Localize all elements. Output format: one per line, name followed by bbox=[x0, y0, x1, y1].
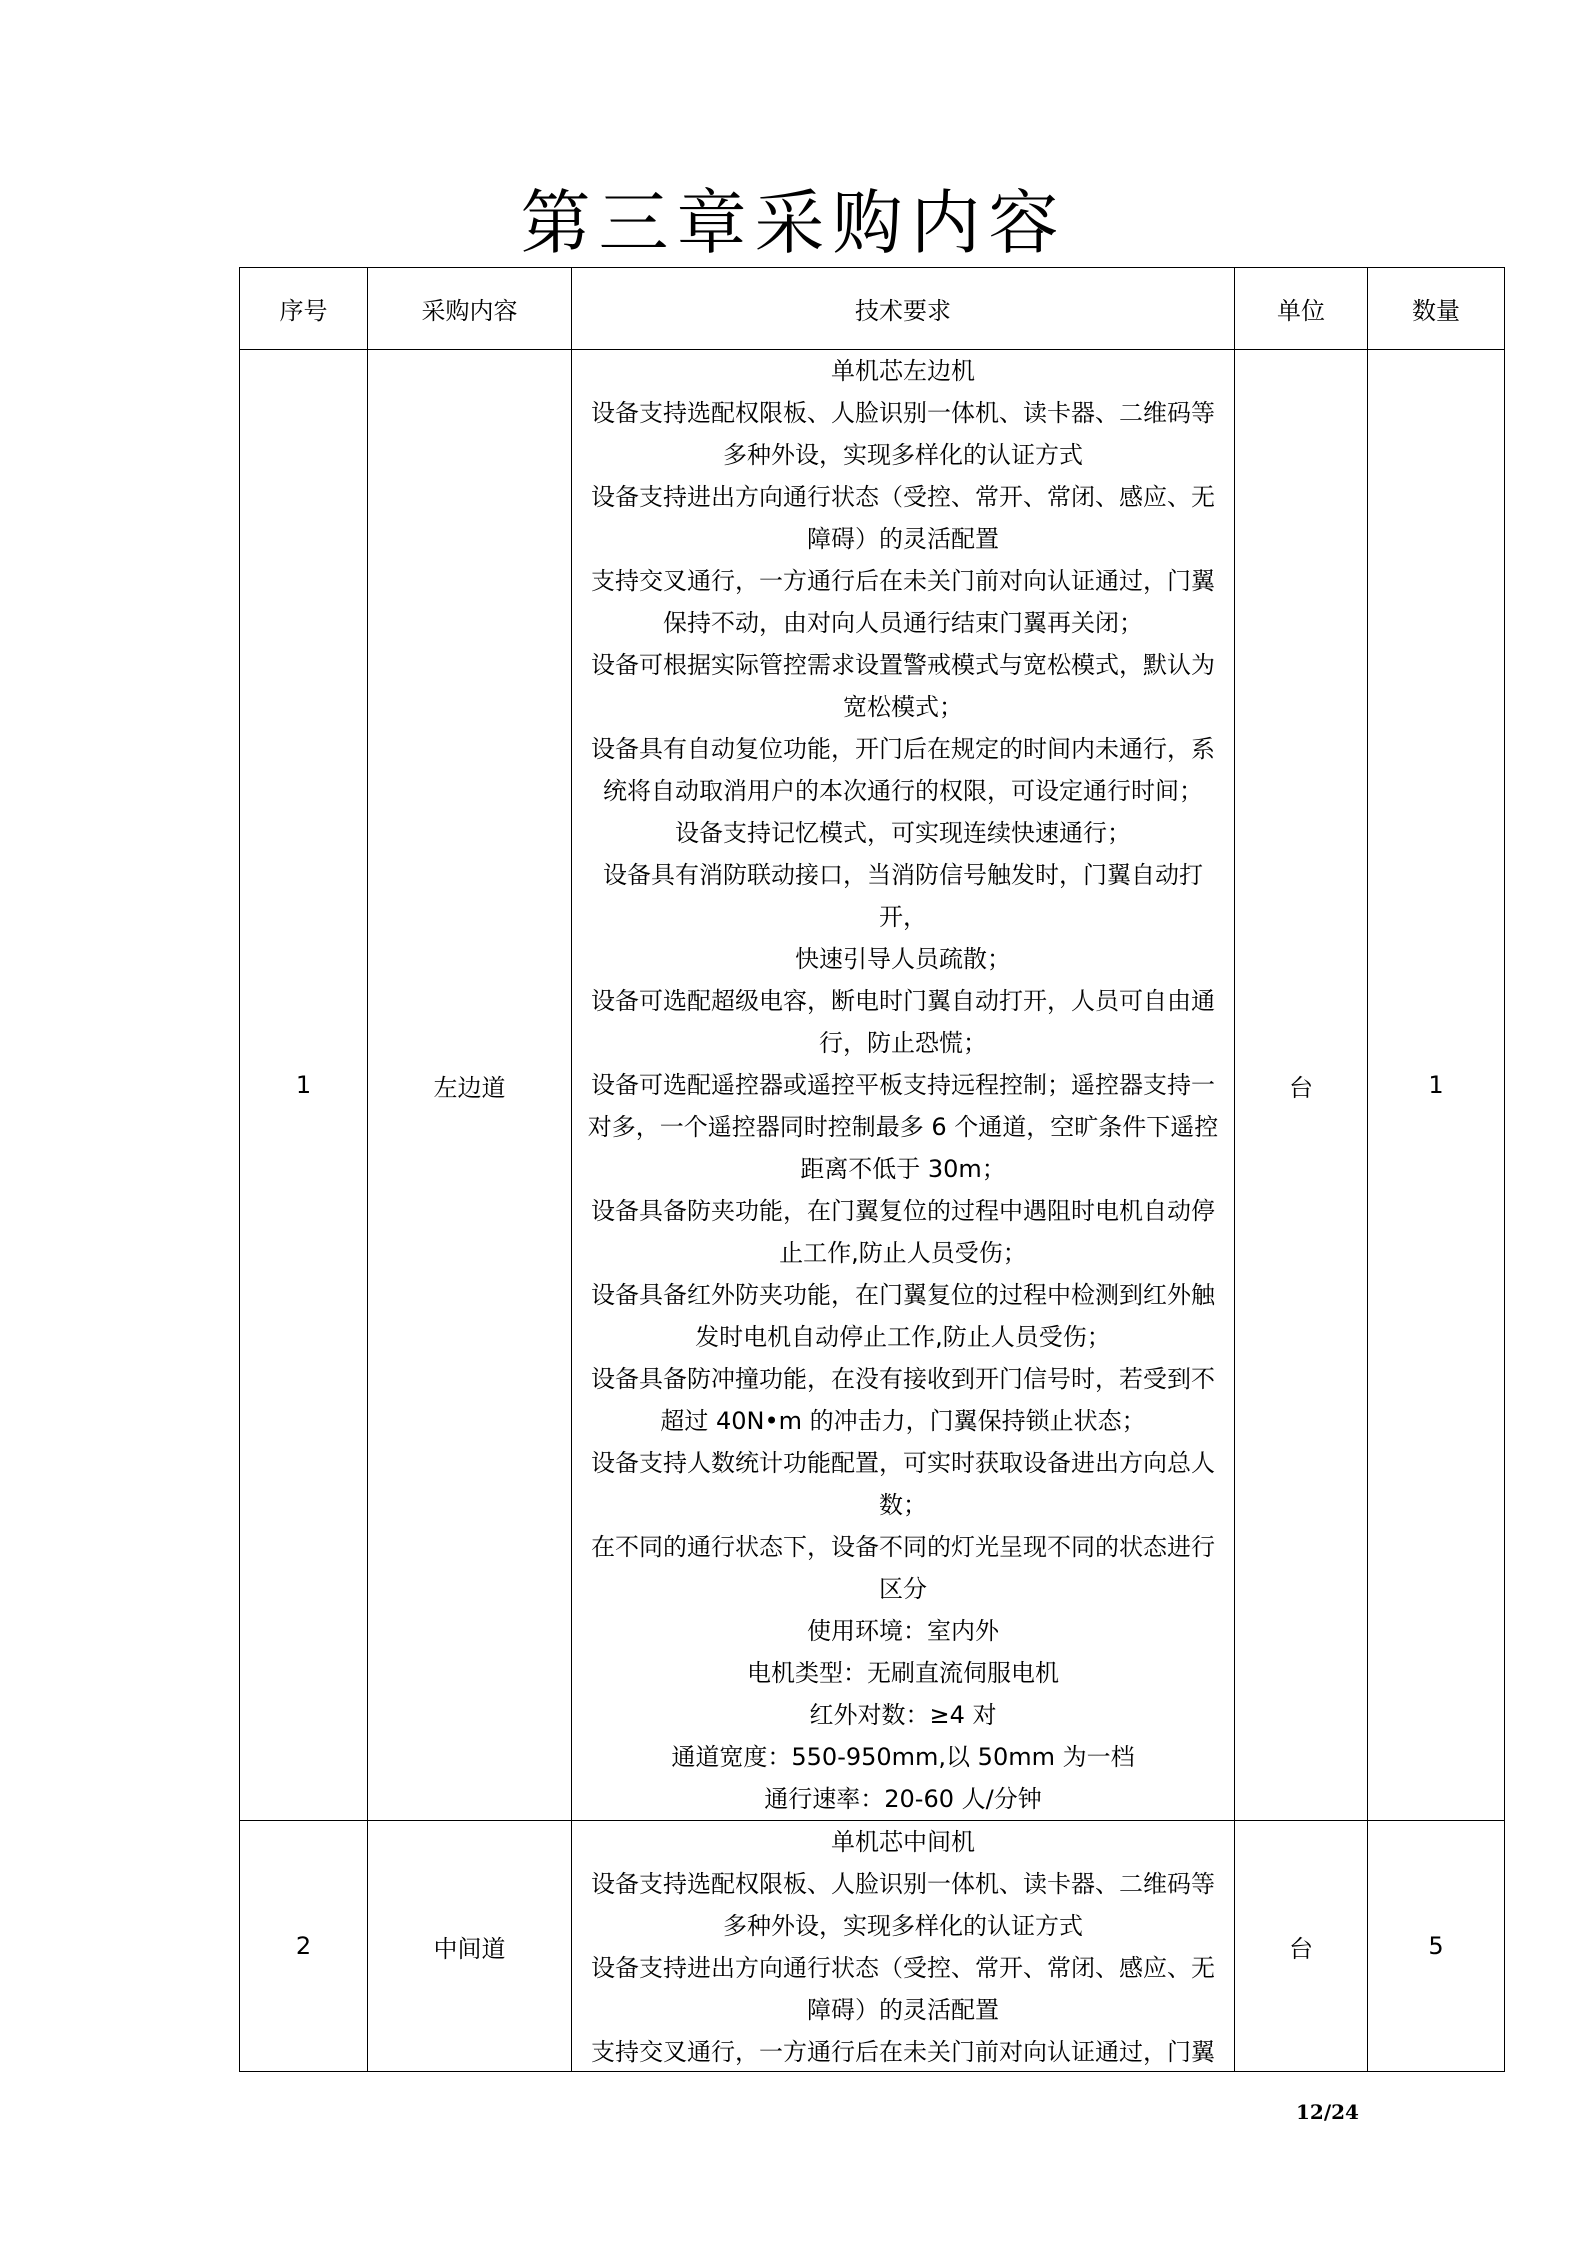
tech-line: 设备具备防夹功能，在门翼复位的过程中遇阻时电机自动停 bbox=[591, 1197, 1215, 1225]
tech-line: 距离不低于 30m； bbox=[800, 1155, 1006, 1183]
tech-line: 数； bbox=[879, 1491, 927, 1519]
tech-line: 设备可选配遥控器或遥控平板支持远程控制；遥控器支持一 bbox=[591, 1071, 1215, 1099]
tech-line: 设备支持进出方向通行状态（受控、常开、常闭、感应、无 bbox=[591, 483, 1215, 511]
cell-content: 左边道 bbox=[368, 350, 572, 1821]
tech-line: 设备具备红外防夹功能，在门翼复位的过程中检测到红外触 bbox=[591, 1281, 1215, 1309]
tech-line: 通行速率：20-60 人/分钟 bbox=[764, 1785, 1042, 1813]
tech-line: 保持不动，由对向人员通行结束门翼再关闭； bbox=[663, 609, 1143, 637]
tech-line: 对多，一个遥控器同时控制最多 6 个通道，空旷条件下遥控 bbox=[587, 1113, 1219, 1141]
tech-line: 设备可选配超级电容，断电时门翼自动打开，人员可自由通 bbox=[591, 987, 1215, 1015]
tech-line: 设备支持选配权限板、人脸识别一体机、读卡器、二维码等 bbox=[591, 1870, 1215, 1898]
header-no: 序号 bbox=[240, 268, 368, 350]
page-title: 第三章采购内容 bbox=[520, 182, 1067, 264]
tech-line: 设备可根据实际管控需求设置警戒模式与宽松模式，默认为 bbox=[591, 651, 1215, 679]
header-content: 采购内容 bbox=[368, 268, 572, 350]
tech-line: 设备具有消防联动接口，当消防信号触发时，门翼自动打开， bbox=[603, 861, 1203, 931]
tech-line: 统将自动取消用户的本次通行的权限，可设定通行时间； bbox=[603, 777, 1203, 805]
tech-line: 支持交叉通行，一方通行后在未关门前对向认证通过，门翼 bbox=[591, 2038, 1215, 2066]
cell-unit: 台 bbox=[1235, 1821, 1368, 2072]
tech-line: 在不同的通行状态下，设备不同的灯光呈现不同的状态进行 bbox=[591, 1533, 1215, 1561]
cell-qty: 5 bbox=[1368, 1821, 1505, 2072]
tech-line: 多种外设，实现多样化的认证方式 bbox=[723, 1912, 1083, 1940]
tech-line: 多种外设，实现多样化的认证方式 bbox=[723, 441, 1083, 469]
tech-line: 单机芯左边机 bbox=[831, 357, 975, 385]
tech-lines bbox=[586, 350, 1220, 1820]
procurement-table bbox=[239, 267, 1505, 2072]
tech-line: 发时电机自动停止工作,防止人员受伤； bbox=[695, 1323, 1111, 1351]
tech-line: 通道宽度：550-950mm,以 50mm 为一档 bbox=[671, 1743, 1135, 1771]
tech-line: 障碍）的灵活配置 bbox=[807, 1996, 999, 2024]
tech-line: 支持交叉通行，一方通行后在未关门前对向认证通过，门翼 bbox=[591, 567, 1215, 595]
cell-unit: 台 bbox=[1235, 350, 1368, 1821]
table-row bbox=[240, 1821, 1505, 2072]
tech-line: 障碍）的灵活配置 bbox=[807, 525, 999, 553]
tech-line: 设备支持记忆模式，可实现连续快速通行； bbox=[675, 819, 1131, 847]
tech-line: 区分 bbox=[879, 1575, 927, 1603]
tech-line: 止工作,防止人员受伤； bbox=[779, 1239, 1027, 1267]
tech-line: 宽松模式； bbox=[843, 693, 963, 721]
tech-line: 快速引导人员疏散； bbox=[795, 945, 1011, 973]
tech-line: 电机类型：无刷直流伺服电机 bbox=[747, 1659, 1059, 1687]
cell-tech bbox=[572, 350, 1235, 1821]
cell-no: 2 bbox=[240, 1821, 368, 2072]
cell-tech bbox=[572, 1821, 1235, 2072]
tech-line: 行，防止恐慌； bbox=[819, 1029, 987, 1057]
tech-line: 单机芯中间机 bbox=[831, 1828, 975, 1856]
cell-content: 中间道 bbox=[368, 1821, 572, 2072]
cell-qty: 1 bbox=[1368, 350, 1505, 1821]
header-qty: 数量 bbox=[1368, 268, 1505, 350]
tech-line: 超过 40N•m 的冲击力，门翼保持锁止状态； bbox=[660, 1407, 1146, 1435]
tech-line: 使用环境：室内外 bbox=[807, 1617, 999, 1645]
cell-no: 1 bbox=[240, 350, 368, 1821]
tech-line: 设备具备防冲撞功能，在没有接收到开门信号时，若受到不 bbox=[591, 1365, 1215, 1393]
tech-line: 设备具有自动复位功能，开门后在规定的时间内未通行，系 bbox=[591, 735, 1215, 763]
tech-line: 设备支持人数统计功能配置，可实时获取设备进出方向总人 bbox=[591, 1449, 1215, 1477]
tech-line: 设备支持选配权限板、人脸识别一体机、读卡器、二维码等 bbox=[591, 399, 1215, 427]
tech-line: 设备支持进出方向通行状态（受控、常开、常闭、感应、无 bbox=[591, 1954, 1215, 1982]
table-row bbox=[240, 350, 1505, 1821]
tech-lines bbox=[586, 1821, 1220, 2071]
tech-line: 红外对数：≥4 对 bbox=[809, 1701, 997, 1729]
table-header-row bbox=[240, 268, 1505, 350]
page-number: 12/24 bbox=[1296, 2100, 1359, 2124]
header-tech: 技术要求 bbox=[572, 268, 1235, 350]
header-unit: 单位 bbox=[1235, 268, 1368, 350]
